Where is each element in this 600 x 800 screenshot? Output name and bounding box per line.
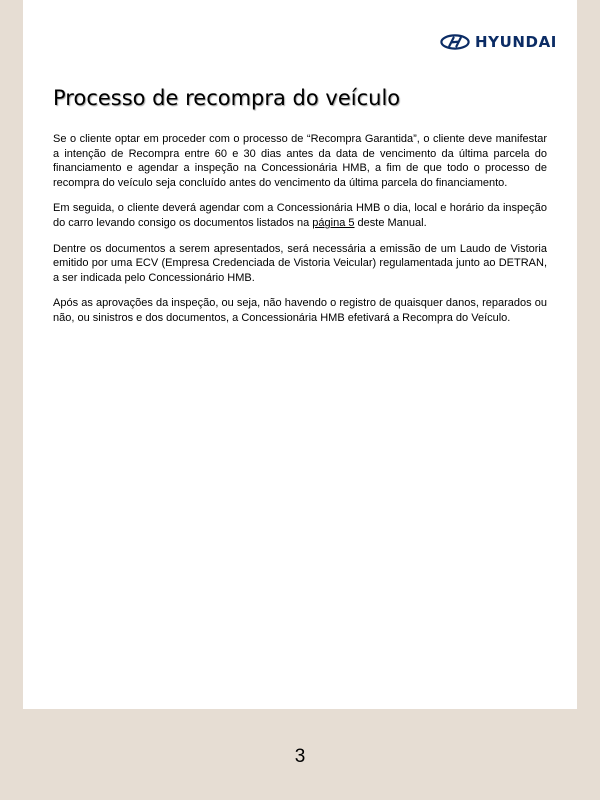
paragraph-2-after: deste Manual. [354,216,427,229]
paragraph-3: Dentre os documentos a serem apresentados, será necessária a emissão de um Laudo de Vistoria emitido por uma ECV (Empresa Credenciada de Vistoria Veicular) regulamentada junto ao DETRAN, a ser indicada pelo Concessionário HMB. [53,242,547,284]
paragraph-1: Se o cliente optar em proceder com o processo de “Recompra Garantida”, o cliente deve manifestar a intenção de Recompra entre 60 e 30 dias antes da data de vencimento da última parcela do financiamento e agendar a inspeção na Concessionária HMB, a fim de que todo o processo de recompra do veículo seja concluído antes do vencimento da última parcela do financiamento. [53,133,547,189]
document-page [23,0,577,709]
hyundai-h-emblem-icon [440,34,470,50]
hyundai-logo [440,32,557,52]
page-title: Processo de recompra do veículo [53,86,401,110]
paragraph-2 [53,201,547,230]
paragraph-2-before: Em seguida, o cliente deverá agendar com a Concessionária HMB o dia, local e horário da inspeção do carro levando consigo os documentos listados na [53,202,547,229]
brand-wordmark: HYUNDAI [475,32,557,51]
page-5-link[interactable]: página 5 [312,216,355,229]
page-number: 3 [294,746,306,767]
body-text [53,132,547,337]
paragraph-4: Após as aprovações da inspeção, ou seja, não havendo o registro de quaisquer danos, reparados ou não, ou sinistros e dos documentos, a Concessionária HMB efetivará a Recompra do Veículo. [53,297,547,324]
